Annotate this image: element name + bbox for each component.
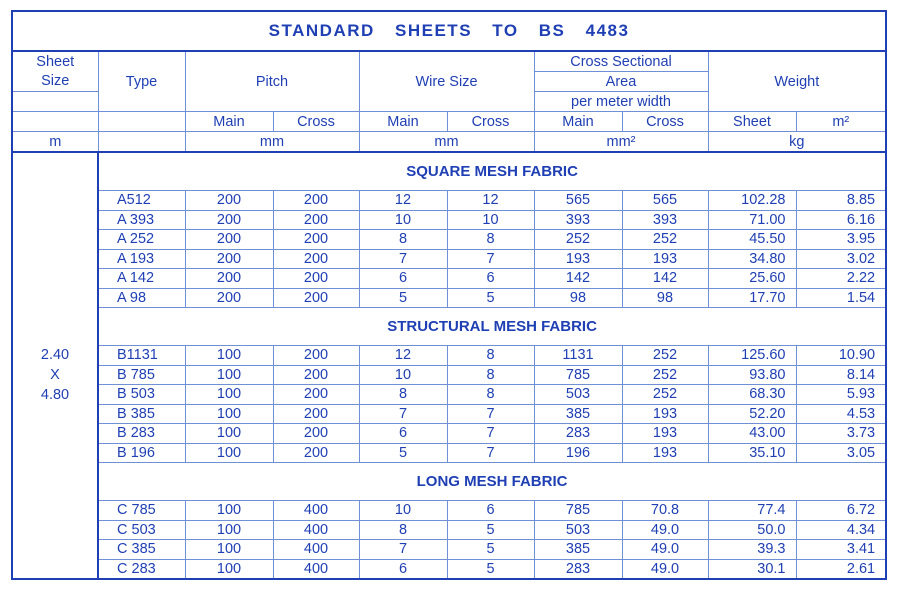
table-row <box>12 269 886 289</box>
table-cell: 93.80 <box>708 365 796 385</box>
table-row <box>12 191 886 211</box>
table-row <box>12 443 886 463</box>
table-cell: 400 <box>273 540 359 560</box>
table-cell: 100 <box>185 540 273 560</box>
table-cell: B 785 <box>98 365 185 385</box>
table-cell: B 385 <box>98 404 185 424</box>
table-cell: 252 <box>622 230 708 250</box>
table-cell: 7 <box>359 540 447 560</box>
table-cell: 12 <box>447 191 534 211</box>
table-cell: 8.14 <box>796 365 886 385</box>
table-cell: 100 <box>185 501 273 521</box>
table-cell: 200 <box>273 288 359 308</box>
table-cell: 252 <box>622 346 708 366</box>
table-row <box>12 210 886 230</box>
table-cell: 8 <box>447 385 534 405</box>
weight-header: Weight <box>708 51 886 112</box>
table-cell: 200 <box>185 230 273 250</box>
sheet-size-line: X <box>50 367 60 383</box>
table-cell: 503 <box>534 520 622 540</box>
table-cell: 3.73 <box>796 424 886 444</box>
table-cell: 7 <box>447 404 534 424</box>
table-cell: 283 <box>534 424 622 444</box>
pitch-cross-header: Cross <box>273 112 359 132</box>
table-cell: C 785 <box>98 501 185 521</box>
table-cell: 8 <box>359 230 447 250</box>
table-cell: 8 <box>447 230 534 250</box>
table-title: STANDARD SHEETS TO BS 4483 <box>12 11 886 51</box>
section-title: LONG MESH FABRIC <box>98 463 886 501</box>
sheet-size-blank <box>12 92 98 112</box>
table-cell: 100 <box>185 443 273 463</box>
table-cell: 70.8 <box>622 501 708 521</box>
table-cell: 200 <box>185 288 273 308</box>
table-cell: 6.16 <box>796 210 886 230</box>
table-cell: 17.70 <box>708 288 796 308</box>
table-row <box>12 540 886 560</box>
table-cell: 100 <box>185 346 273 366</box>
pitch-header: Pitch <box>185 51 359 112</box>
table-cell: 68.30 <box>708 385 796 405</box>
table-cell: 785 <box>534 365 622 385</box>
table-row <box>12 424 886 444</box>
table-cell: 6.72 <box>796 501 886 521</box>
table-cell: C 503 <box>98 520 185 540</box>
area-cross-header: Cross <box>622 112 708 132</box>
table-cell: 200 <box>185 249 273 269</box>
table-row <box>12 404 886 424</box>
table-cell: 2.61 <box>796 559 886 579</box>
sheet-size-header-1: Sheet <box>12 51 98 72</box>
table-cell: 7 <box>447 443 534 463</box>
table-row <box>12 520 886 540</box>
pitch-unit: mm <box>185 132 359 153</box>
table-cell: A 98 <box>98 288 185 308</box>
size-unit: m <box>12 132 98 153</box>
section-title: SQUARE MESH FABRIC <box>98 152 886 191</box>
table-cell: 71.00 <box>708 210 796 230</box>
table-cell: 35.10 <box>708 443 796 463</box>
table-cell: 142 <box>622 269 708 289</box>
table-cell: 565 <box>534 191 622 211</box>
area-header-2: Area <box>534 72 708 92</box>
weight-unit: kg <box>708 132 886 153</box>
table-cell: A 393 <box>98 210 185 230</box>
table-cell: 8 <box>359 385 447 405</box>
area-unit: mm² <box>534 132 708 153</box>
table-cell: 100 <box>185 385 273 405</box>
table-cell: 8 <box>359 520 447 540</box>
table-cell: 200 <box>273 191 359 211</box>
table-cell: 8 <box>447 346 534 366</box>
table-cell: 6 <box>359 559 447 579</box>
table-cell: 6 <box>447 501 534 521</box>
wire-unit: mm <box>359 132 534 153</box>
table-cell: 4.34 <box>796 520 886 540</box>
bs4483-table <box>11 10 887 580</box>
table-cell: 400 <box>273 559 359 579</box>
table-cell: 252 <box>622 365 708 385</box>
table-cell: C 385 <box>98 540 185 560</box>
table-cell: 43.00 <box>708 424 796 444</box>
table-row <box>12 365 886 385</box>
table-cell: B 283 <box>98 424 185 444</box>
table-cell: 8 <box>447 365 534 385</box>
table-cell: 393 <box>622 210 708 230</box>
table-cell: 100 <box>185 520 273 540</box>
table-cell: 49.0 <box>622 520 708 540</box>
table-cell: 6 <box>359 269 447 289</box>
table-cell: 7 <box>447 424 534 444</box>
table-cell: 34.80 <box>708 249 796 269</box>
area-header-3: per meter width <box>534 92 708 112</box>
table-cell: 30.1 <box>708 559 796 579</box>
sheet-size-value <box>13 345 97 405</box>
table-cell: 6 <box>359 424 447 444</box>
table-cell: 193 <box>534 249 622 269</box>
table-cell: 3.02 <box>796 249 886 269</box>
table-cell: 400 <box>273 520 359 540</box>
table-cell: 100 <box>185 365 273 385</box>
table-cell: 5.93 <box>796 385 886 405</box>
table-row <box>12 559 886 579</box>
table-cell: 6 <box>447 269 534 289</box>
table-cell: 5 <box>447 520 534 540</box>
table-cell: A 193 <box>98 249 185 269</box>
table-cell: 52.20 <box>708 404 796 424</box>
table-cell: 200 <box>185 191 273 211</box>
table-cell: 565 <box>622 191 708 211</box>
table-cell: 200 <box>273 210 359 230</box>
wire-cross-header: Cross <box>447 112 534 132</box>
wire-size-header: Wire Size <box>359 51 534 112</box>
table-cell: 2.22 <box>796 269 886 289</box>
table-cell: 193 <box>622 424 708 444</box>
weight-m2-header: m² <box>796 112 886 132</box>
table-cell: A 252 <box>98 230 185 250</box>
table-cell: 12 <box>359 191 447 211</box>
table-cell: B 503 <box>98 385 185 405</box>
table-cell: 200 <box>185 269 273 289</box>
table-cell: 45.50 <box>708 230 796 250</box>
table-cell: 5 <box>447 288 534 308</box>
table-cell: 252 <box>622 385 708 405</box>
table-cell: 200 <box>273 365 359 385</box>
table-cell: 393 <box>534 210 622 230</box>
table-cell: 5 <box>359 288 447 308</box>
table-cell: 7 <box>359 249 447 269</box>
table-cell: C 283 <box>98 559 185 579</box>
table-cell: 193 <box>622 249 708 269</box>
table-cell: 102.28 <box>708 191 796 211</box>
table-cell: 4.53 <box>796 404 886 424</box>
table-cell: 100 <box>185 404 273 424</box>
table-row <box>12 346 886 366</box>
table-cell: 5 <box>447 559 534 579</box>
sheet-size-blank-2 <box>12 112 98 132</box>
table-cell: 400 <box>273 501 359 521</box>
table-cell: 98 <box>534 288 622 308</box>
table-cell: 1.54 <box>796 288 886 308</box>
table-cell: 385 <box>534 404 622 424</box>
table-cell: B 196 <box>98 443 185 463</box>
table-cell: A512 <box>98 191 185 211</box>
table-cell: 125.60 <box>708 346 796 366</box>
table-cell: 7 <box>447 249 534 269</box>
table-cell: 8.85 <box>796 191 886 211</box>
table-cell: 252 <box>534 230 622 250</box>
table-cell: 200 <box>273 424 359 444</box>
table-cell: 142 <box>534 269 622 289</box>
table-cell: 785 <box>534 501 622 521</box>
table-cell: 100 <box>185 559 273 579</box>
table-cell: 49.0 <box>622 540 708 560</box>
table-cell: 385 <box>534 540 622 560</box>
table-cell: 10 <box>359 365 447 385</box>
mesh-table-container <box>11 10 885 580</box>
table-cell: 3.05 <box>796 443 886 463</box>
table-cell: 12 <box>359 346 447 366</box>
table-cell: 5 <box>447 540 534 560</box>
sheet-size-header-2: Size <box>12 72 98 92</box>
table-cell: 200 <box>273 269 359 289</box>
table-cell: 100 <box>185 424 273 444</box>
table-row <box>12 385 886 405</box>
table-cell: 200 <box>273 346 359 366</box>
table-row <box>12 288 886 308</box>
table-cell: 10 <box>359 210 447 230</box>
sheet-size-line: 2.40 <box>40 347 70 363</box>
table-cell: 200 <box>273 385 359 405</box>
weight-sheet-header: Sheet <box>708 112 796 132</box>
table-cell: 200 <box>273 230 359 250</box>
table-cell: 200 <box>273 443 359 463</box>
table-cell: 50.0 <box>708 520 796 540</box>
table-cell: 77.4 <box>708 501 796 521</box>
sheet-size-column <box>12 152 98 579</box>
sheet-size-line: 4.80 <box>40 387 70 403</box>
table-cell: 196 <box>534 443 622 463</box>
table-cell: B1131 <box>98 346 185 366</box>
table-row <box>12 230 886 250</box>
table-cell: 25.60 <box>708 269 796 289</box>
table-cell: 98 <box>622 288 708 308</box>
table-cell: 5 <box>359 443 447 463</box>
table-cell: 503 <box>534 385 622 405</box>
type-header: Type <box>98 51 185 112</box>
table-cell: 1131 <box>534 346 622 366</box>
pitch-main-header: Main <box>185 112 273 132</box>
table-cell: 7 <box>359 404 447 424</box>
table-cell: 10.90 <box>796 346 886 366</box>
type-unit-blank <box>98 132 185 153</box>
table-cell: 39.3 <box>708 540 796 560</box>
table-row <box>12 249 886 269</box>
table-cell: 193 <box>622 404 708 424</box>
table-row <box>12 501 886 521</box>
table-cell: 10 <box>447 210 534 230</box>
table-cell: 49.0 <box>622 559 708 579</box>
area-main-header: Main <box>534 112 622 132</box>
table-cell: 200 <box>273 404 359 424</box>
table-cell: 3.95 <box>796 230 886 250</box>
table-cell: 193 <box>622 443 708 463</box>
table-cell: 200 <box>273 249 359 269</box>
table-cell: 200 <box>185 210 273 230</box>
table-cell: 283 <box>534 559 622 579</box>
table-cell: 3.41 <box>796 540 886 560</box>
area-header-1: Cross Sectional <box>534 51 708 72</box>
wire-main-header: Main <box>359 112 447 132</box>
type-blank <box>98 112 185 132</box>
table-cell: 10 <box>359 501 447 521</box>
table-cell: A 142 <box>98 269 185 289</box>
section-title: STRUCTURAL MESH FABRIC <box>98 308 886 346</box>
